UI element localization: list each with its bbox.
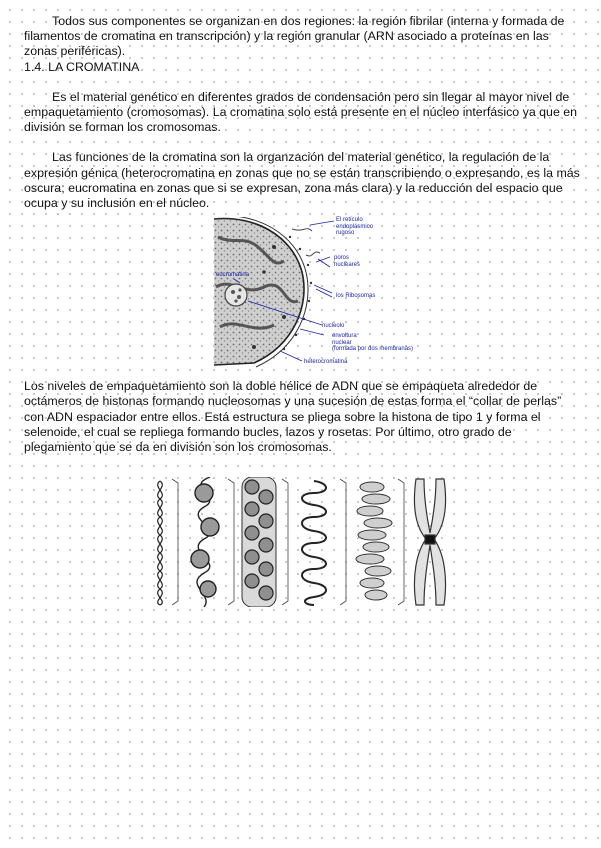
packing-levels-illustration: [154, 477, 454, 607]
label-nucleolo: nucleolo: [322, 323, 345, 330]
label-reticulo: [336, 217, 373, 237]
label-poros-line2: nucleares: [334, 261, 361, 268]
label-envoltura-line3: (formada por dos membranas): [332, 346, 414, 353]
label-envoltura-line1: envoltura: [332, 333, 357, 340]
label-envoltura-line2: nuclear: [332, 339, 352, 346]
label-heterocromatina: heterocromatina: [304, 359, 348, 366]
document-page: [24, 14, 580, 607]
label-poros-line1: poros: [334, 255, 350, 262]
label-reticulo-line1: El retículo: [336, 217, 363, 224]
chromosome: [414, 479, 445, 605]
label-reticulo-line2: endoplásmico: [336, 223, 374, 230]
label-poros: [334, 255, 360, 268]
label-eucromatina: eucromatina: [216, 272, 250, 279]
paragraph-chromatin-definition: Es el material genético en diferentes grados de condensación pero sin llegar al mayor nivel de empaquetamiento (cromosomas). La cromatina solo está presente en el núcleo interfásico ya que en división se forman los cromosomas.: [24, 89, 578, 135]
label-reticulo-line3: rugoso: [336, 230, 355, 237]
label-ribosomas: los Ribosomas: [336, 293, 376, 300]
paragraph-packing-levels: Los niveles de empaquetamiento son la doble hélice de ADN que se empaqueta alrededor de octámeros de histonas formando nucleosomas y una sucesión de estas forma el “collar de perlas” con ADN espaciador entre ellos. Está estructura se pliega sobre la histona de tipo 1 y forma el selenoide, el cual se repliega formando bucles, lazos y rosetas. Por último, otro grado de plegamiento que se da en división son los cromosomas.: [24, 379, 562, 455]
looped-fiber: [302, 481, 326, 605]
chromatin-packing-diagram: [154, 477, 454, 607]
section-heading-cromatina: 1.4. LA CROMATINA: [24, 59, 140, 74]
dna-double-helix: [158, 481, 163, 605]
rosette-section: [356, 482, 392, 600]
nucleus-diagram: [214, 217, 414, 369]
nucleosome-beads: [191, 477, 219, 607]
label-envoltura: [332, 333, 413, 353]
paragraph-chromatin-functions: Las funciones de la cromatina son la organzación del material genético, la regulación de la expresión génica (heterocromatina en zonas que no se están transcribiendo o expresando, es la más oscura; eucromatina en zonas que si se expresan, zona más clara) y la reducción del espacio que ocupa y su inclusión en el núcleo.: [24, 150, 580, 211]
solenoid-fiber: [242, 477, 276, 607]
paragraph-nucleolus-regions: Todos sus componentes se organizan en dos regiones: la región fibrilar (interna y formada de filamentos de cromatina en transcripción) y la región granular (ARN asociado a proteínas en las zonas periféricas).: [24, 14, 565, 59]
